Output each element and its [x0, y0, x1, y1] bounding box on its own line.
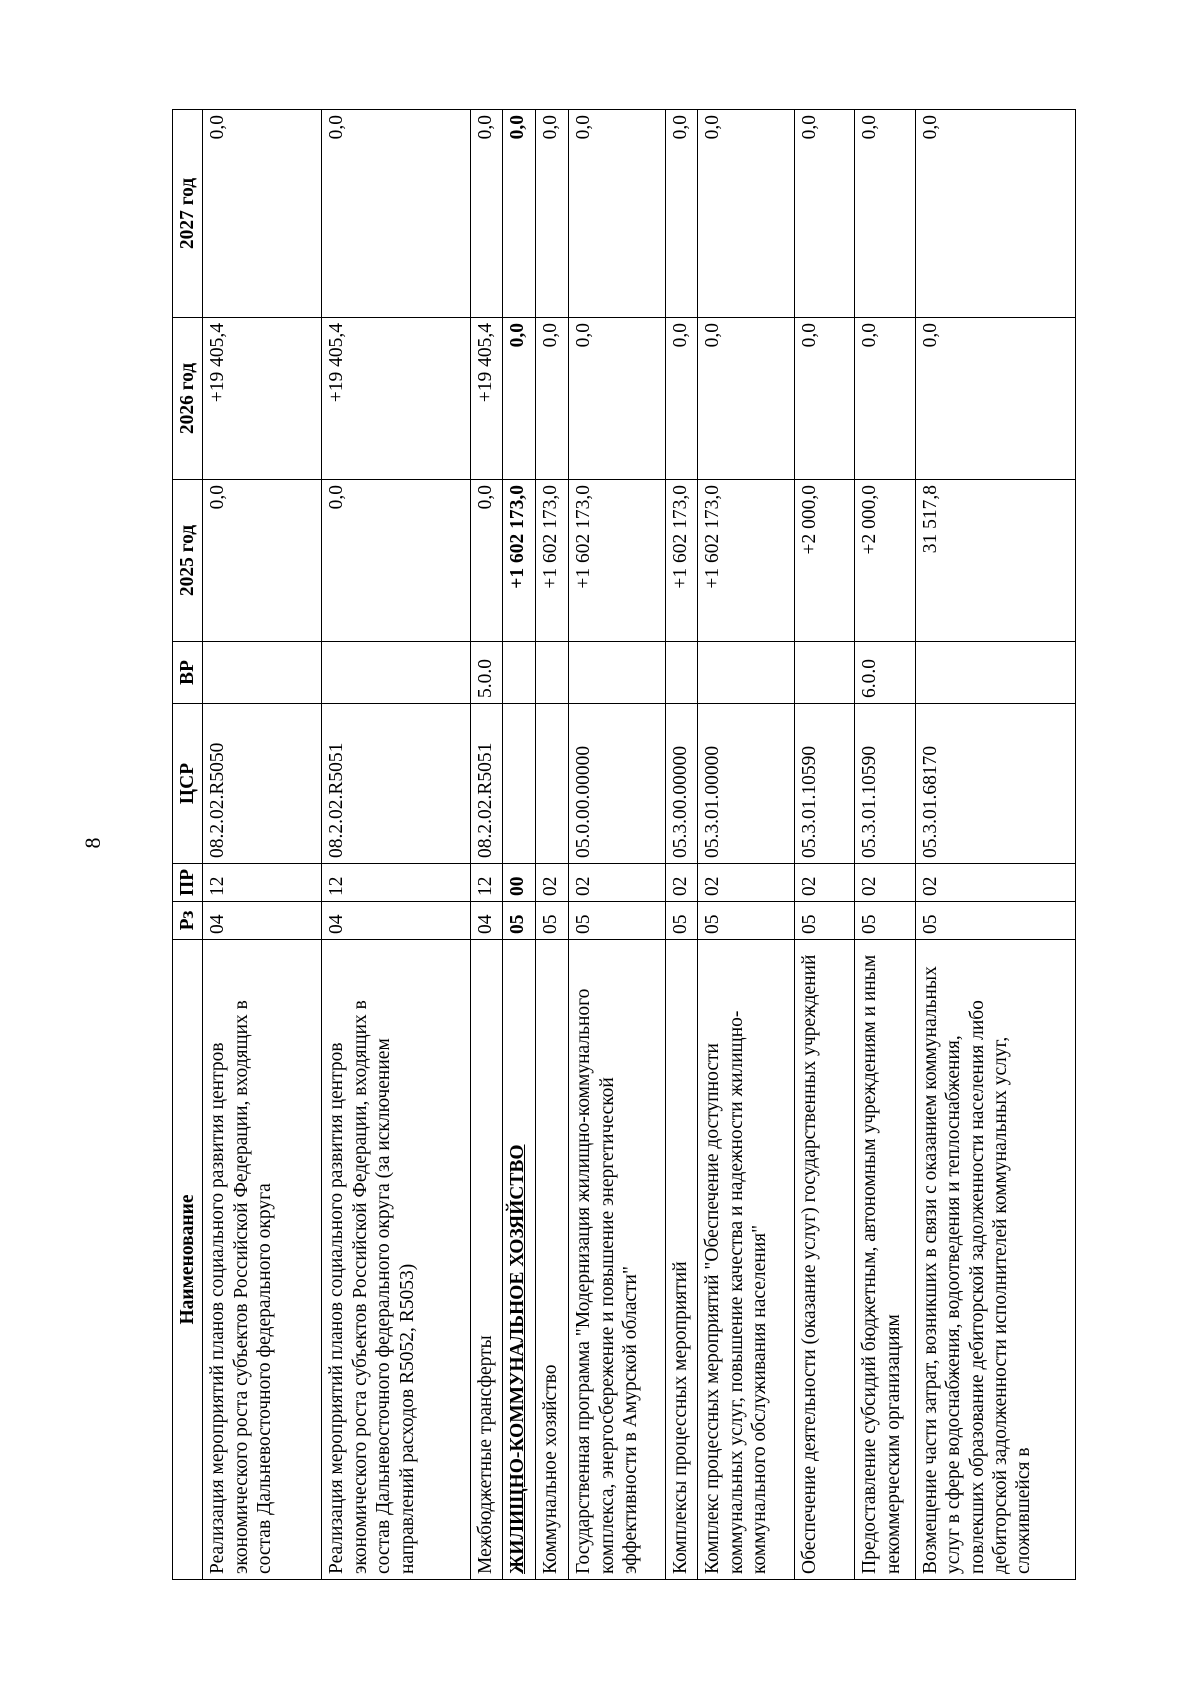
header-name: Наименование: [173, 940, 203, 1580]
cell-y2026: +19 405,4: [203, 318, 322, 480]
header-vr: ВР: [173, 642, 203, 704]
cell-pr: 02: [665, 864, 698, 902]
cell-pr: 02: [698, 864, 794, 902]
cell-y2026: 0,0: [794, 318, 855, 480]
cell-rz: 04: [470, 902, 503, 940]
cell-rz: 05: [569, 902, 665, 940]
cell-csr: 05.0.00.00000: [569, 704, 665, 864]
cell-y2025: +1 602 173,0: [665, 480, 698, 642]
header-2027: 2027 год: [173, 110, 203, 318]
table-row: [203, 110, 322, 1580]
cell-rz: 05: [665, 902, 698, 940]
cell-y2025: +2 000,0: [855, 480, 916, 642]
cell-y2025: 0,0: [322, 480, 470, 642]
table-row: [470, 110, 503, 1580]
cell-y2026: 0,0: [855, 318, 916, 480]
cell-csr: 08.2.02.R5051: [470, 704, 503, 864]
cell-name: Предоставление субсидий бюджетным, автономным учреждениям и иным некоммерческим организациям: [855, 940, 916, 1580]
cell-y2026: 0,0: [698, 318, 794, 480]
cell-y2025: 0,0: [203, 480, 322, 642]
cell-name: Реализация мероприятий планов социального развития центров экономического роста субъектов Российской Федерации, входящих в состав Дальневосточного федерального округа (за исключением направлений расходов R5052, R5053): [322, 940, 470, 1580]
cell-csr: 05.3.00.00000: [665, 704, 698, 864]
header-2026: 2026 год: [173, 318, 203, 480]
cell-pr: 02: [915, 864, 1075, 902]
cell-y2025: +1 602 173,0: [536, 480, 569, 642]
cell-rz: 05: [794, 902, 855, 940]
cell-pr: 02: [569, 864, 665, 902]
cell-vr: [794, 642, 855, 704]
cell-vr: [915, 642, 1075, 704]
cell-y2026: 0,0: [665, 318, 698, 480]
cell-y2027: 0,0: [665, 110, 698, 318]
cell-name: Комплексы процессных мероприятий: [665, 940, 698, 1580]
table-row: [503, 110, 536, 1580]
cell-name: Обеспечение деятельности (оказание услуг) государственных учреждений: [794, 940, 855, 1580]
cell-name: ЖИЛИЩНО-КОММУНАЛЬНОЕ ХОЗЯЙСТВО: [503, 940, 536, 1580]
cell-csr: 05.3.01.10590: [794, 704, 855, 864]
cell-vr: 6.0.0: [855, 642, 916, 704]
cell-csr: 08.2.02.R5051: [322, 704, 470, 864]
header-2025: 2025 год: [173, 480, 203, 642]
cell-rz: 05: [536, 902, 569, 940]
cell-vr: [503, 642, 536, 704]
cell-pr: 02: [794, 864, 855, 902]
page-number: 8: [80, 837, 105, 849]
cell-y2025: +1 602 173,0: [698, 480, 794, 642]
cell-rz: 04: [203, 902, 322, 940]
cell-pr: 12: [203, 864, 322, 902]
cell-rz: 05: [698, 902, 794, 940]
cell-pr: 02: [536, 864, 569, 902]
cell-name: Комплекс процессных мероприятий "Обеспечение доступности коммунальных услуг, повышение качества и надежности жилищно-коммунального обслуживания населения": [698, 940, 794, 1580]
cell-y2027: 0,0: [203, 110, 322, 318]
cell-csr: [503, 704, 536, 864]
cell-y2025: 0,0: [470, 480, 503, 642]
cell-csr: 08.2.02.R5050: [203, 704, 322, 864]
cell-y2026: 0,0: [536, 318, 569, 480]
header-rz: Рз: [173, 902, 203, 940]
cell-name: Межбюджетные трансферты: [470, 940, 503, 1580]
cell-pr: 12: [470, 864, 503, 902]
cell-y2027: 0,0: [915, 110, 1075, 318]
cell-y2027: 0,0: [794, 110, 855, 318]
cell-pr: 02: [855, 864, 916, 902]
table-row: [915, 110, 1075, 1580]
cell-y2025: +2 000,0: [794, 480, 855, 642]
cell-rz: 05: [915, 902, 1075, 940]
cell-pr: 00: [503, 864, 536, 902]
cell-y2026: 0,0: [569, 318, 665, 480]
table-row: [855, 110, 916, 1580]
table-row: [665, 110, 698, 1580]
cell-y2027: 0,0: [470, 110, 503, 318]
cell-csr: [536, 704, 569, 864]
cell-csr: 05.3.01.00000: [698, 704, 794, 864]
cell-y2027: 0,0: [698, 110, 794, 318]
header-pr: ПР: [173, 864, 203, 902]
cell-rz: 05: [855, 902, 916, 940]
cell-y2025: 31 517,8: [915, 480, 1075, 642]
cell-pr: 12: [322, 864, 470, 902]
cell-vr: [536, 642, 569, 704]
cell-y2027: 0,0: [536, 110, 569, 318]
cell-y2025: +1 602 173,0: [503, 480, 536, 642]
cell-y2025: +1 602 173,0: [569, 480, 665, 642]
cell-vr: [569, 642, 665, 704]
table-header-row: [173, 110, 203, 1580]
cell-csr: 05.3.01.10590: [855, 704, 916, 864]
cell-rz: 05: [503, 902, 536, 940]
budget-table: [172, 109, 1076, 1580]
cell-name: Государственная программа "Модернизация жилищно-коммунального комплекса, энергосбережение и повышение энергетической эффективности в Амурской области": [569, 940, 665, 1580]
table-row: [569, 110, 665, 1580]
budget-table-container: [172, 110, 1076, 1580]
cell-name: Реализация мероприятий планов социального развития центров экономического роста субъектов Российской Федерации, входящих в состав Дальневосточного федерального округа: [203, 940, 322, 1580]
cell-vr: [698, 642, 794, 704]
table-row: [794, 110, 855, 1580]
cell-vr: [203, 642, 322, 704]
cell-y2027: 0,0: [503, 110, 536, 318]
cell-vr: 5.0.0: [470, 642, 503, 704]
cell-y2026: 0,0: [915, 318, 1075, 480]
cell-vr: [665, 642, 698, 704]
cell-y2027: 0,0: [855, 110, 916, 318]
cell-name: Коммунальное хозяйство: [536, 940, 569, 1580]
cell-rz: 04: [322, 902, 470, 940]
cell-y2026: +19 405,4: [322, 318, 470, 480]
table-row: [536, 110, 569, 1580]
cell-name: Возмещение части затрат, возникших в связи с оказанием коммунальных услуг в сфере водоснабжения, водоотведения и теплоснабжения, повлекших образование дебиторской задолженности населения либо дебиторской задолженности исполнителей коммунальных услуг, сложившейся в: [915, 940, 1075, 1580]
cell-y2026: +19 405,4: [470, 318, 503, 480]
cell-vr: [322, 642, 470, 704]
cell-y2027: 0,0: [569, 110, 665, 318]
table-row: [698, 110, 794, 1580]
table-row: [322, 110, 470, 1580]
cell-y2027: 0,0: [322, 110, 470, 318]
cell-csr: 05.3.01.68170: [915, 704, 1075, 864]
cell-y2026: 0,0: [503, 318, 536, 480]
header-csr: ЦСР: [173, 704, 203, 864]
